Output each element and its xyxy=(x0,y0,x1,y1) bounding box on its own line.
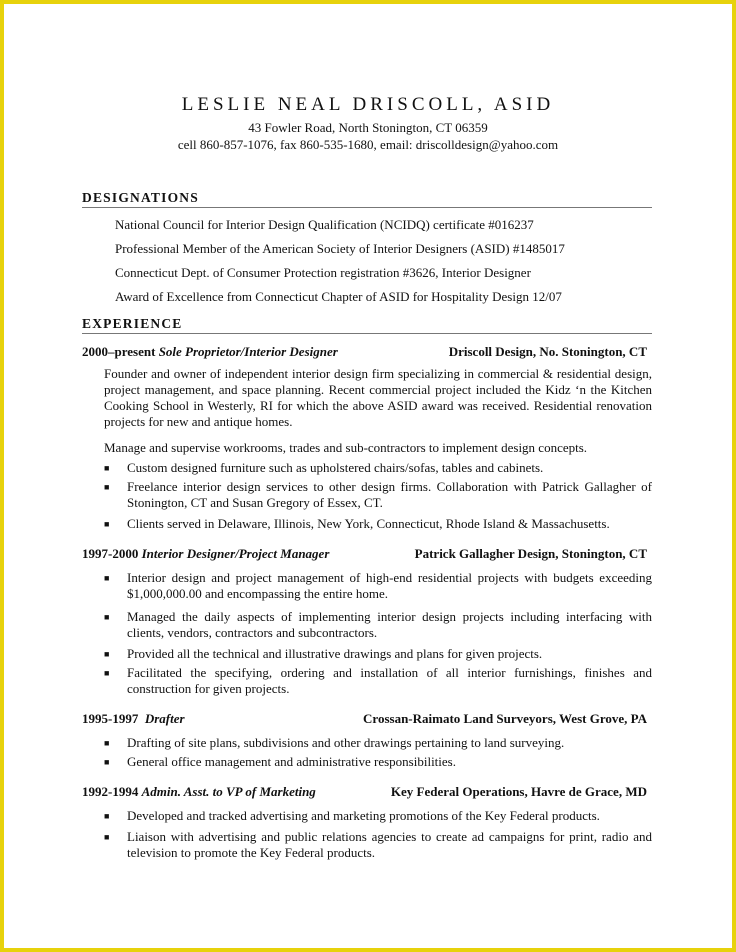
job-header xyxy=(82,344,647,360)
list-item: ■ Drafting of site plans, subdivisions and other drawings pertaining to land surveying. xyxy=(104,735,565,750)
bullet-icon: ■ xyxy=(104,573,110,583)
resume-page xyxy=(4,4,732,948)
job-description: Founder and owner of independent interior design firm specializing in commercial & residential design, project management, and space planning. Recent commercial project included the Kidz ‘n the Kitchen Cooking School in Westerly, RI for which the above ASID award was received. Residential renovation projects for new and antique homes. xyxy=(104,366,652,429)
bullet-icon: ■ xyxy=(104,482,110,492)
bullet-icon: ■ xyxy=(104,463,110,473)
designation-item: National Council for Interior Design Qualification (NCIDQ) certificate #016237 xyxy=(115,217,534,232)
bullet-icon: ■ xyxy=(104,757,110,767)
list-item: ■ Freelance interior design services to other design firms. Collaboration with Patrick Gallagher of Stonington, CT and Susan Gregory of Essex, CT. xyxy=(104,479,652,510)
designation-item: Connecticut Dept. of Consumer Protection registration #3626, Interior Designer xyxy=(115,265,531,280)
job-header xyxy=(82,784,647,800)
bullet-icon: ■ xyxy=(104,668,110,678)
bullet-icon: ■ xyxy=(104,612,110,622)
job-description: Manage and supervise workrooms, trades and sub-contractors to implement design concepts. xyxy=(104,440,588,455)
job-header xyxy=(82,711,647,727)
job-title: Drafter xyxy=(144,711,185,726)
bullet-icon: ■ xyxy=(104,649,110,659)
list-item: ■ Interior design and project management of high-end residential projects with budgets exceeding $1,000,000.00 and encompassing the entire home. xyxy=(104,570,652,601)
section-divider xyxy=(82,207,652,208)
bullet-icon: ■ xyxy=(104,738,110,748)
resume-name: LESLIE NEAL DRISCOLL, ASID xyxy=(181,94,555,115)
job-company: Patrick Gallagher Design, Stonington, CT xyxy=(414,546,647,561)
list-item: ■ General office management and administrative responsibilities. xyxy=(104,754,456,769)
bullet-icon: ■ xyxy=(104,811,110,821)
list-item: ■ Facilitated the specifying, ordering and installation of all interior furnishings, finishes and construction for given projects. xyxy=(104,665,652,696)
job-dates: 1997-2000 xyxy=(82,546,139,561)
job-title: Admin. Asst. to VP of Marketing xyxy=(141,784,316,799)
bullet-icon: ■ xyxy=(104,519,110,529)
job-company: Driscoll Design, No. Stonington, CT xyxy=(448,344,647,359)
job-title: Sole Proprietor/Interior Designer xyxy=(158,344,338,359)
job-header xyxy=(82,546,647,562)
experience-heading: EXPERIENCE xyxy=(82,316,183,331)
bullet-icon: ■ xyxy=(104,832,110,842)
job-title: Interior Designer/Project Manager xyxy=(141,546,330,561)
job-company: Key Federal Operations, Havre de Grace, MD xyxy=(390,784,647,799)
job-dates: 1992-1994 xyxy=(82,784,139,799)
list-item: ■ Custom designed furniture such as upholstered chairs/sofas, tables and cabinets. xyxy=(104,460,544,475)
job-dates: 2000–present xyxy=(82,344,156,359)
list-item: ■ Provided all the technical and illustrative drawings and plans for given projects. xyxy=(104,646,543,661)
list-item: ■ Developed and tracked advertising and marketing promotions of the Key Federal products. xyxy=(104,808,600,823)
contact-line: cell 860-857-1076, fax 860-535-1680, email: driscolldesign@yahoo.com xyxy=(177,137,559,152)
designations-heading: DESIGNATIONS xyxy=(82,190,199,205)
job-dates: 1995-1997 xyxy=(82,711,139,726)
list-item: ■ Managed the daily aspects of implementing interior design projects including interfacing with clients, vendors, contractors and subcontractors. xyxy=(104,609,652,640)
section-divider xyxy=(82,333,652,334)
job-company: Crossan-Raimato Land Surveyors, West Grove, PA xyxy=(363,711,647,726)
address-line: 43 Fowler Road, North Stonington, CT 06359 xyxy=(248,120,488,135)
designation-item: Award of Excellence from Connecticut Chapter of ASID for Hospitality Design 12/07 xyxy=(115,289,562,304)
list-item: ■ Liaison with advertising and public relations agencies to create ad campaigns for print, radio and television to promote the Key Federal products. xyxy=(104,829,652,860)
designation-item: Professional Member of the American Society of Interior Designers (ASID) #1485017 xyxy=(115,241,565,256)
list-item: ■ Clients served in Delaware, Illinois, New York, Connecticut, Rhode Island & Massachusetts. xyxy=(104,516,610,531)
